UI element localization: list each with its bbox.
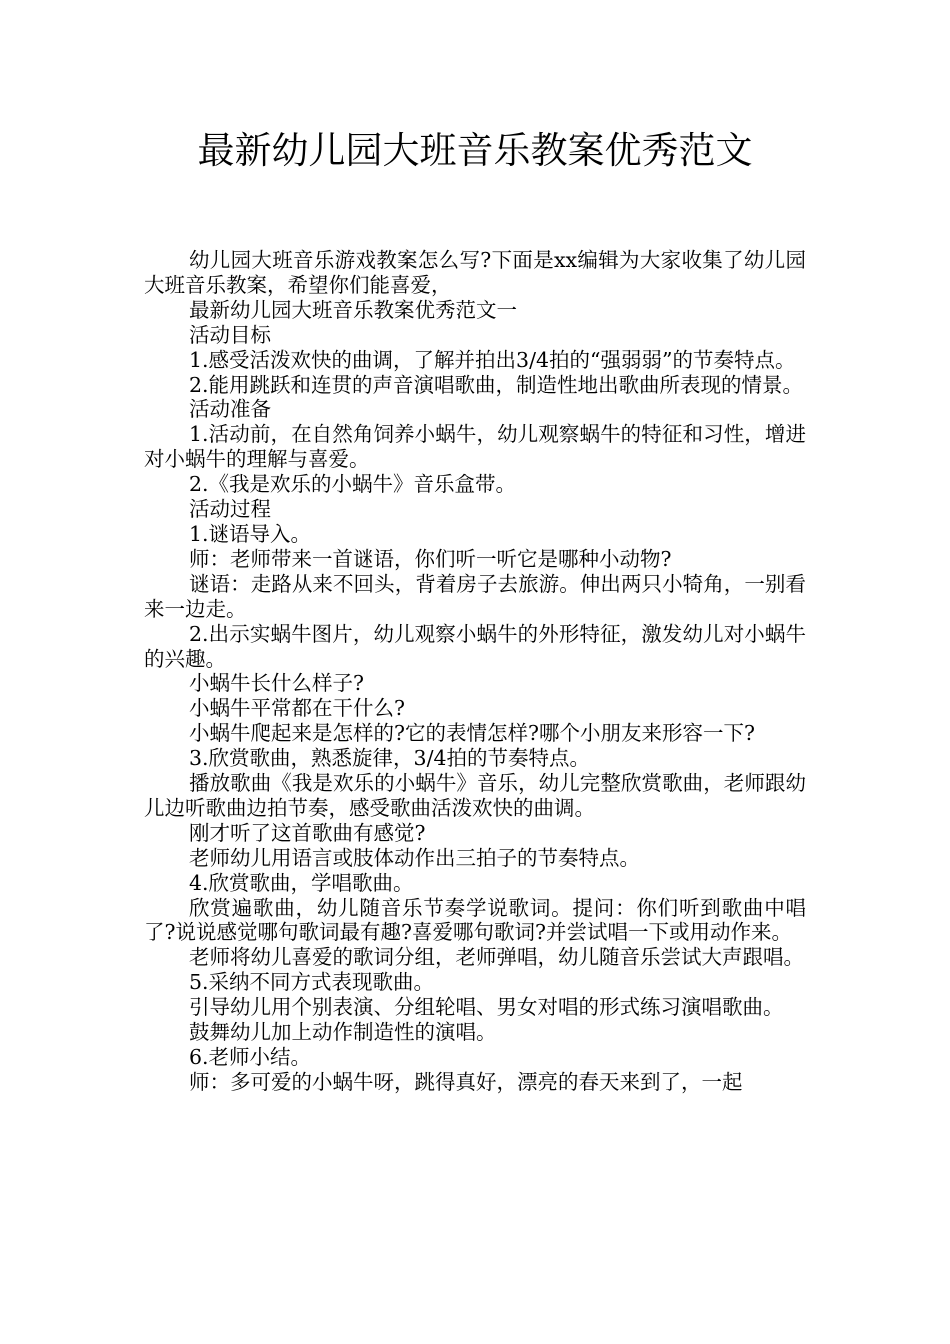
- paragraph: 师：老师带来一首谜语，你们听一听它是哪种小动物?: [189, 546, 672, 571]
- paragraph: 谜语：走路从来不回头，背着房子去旅游。伸出两只小犄角，一别看来一边走。: [144, 571, 806, 621]
- paragraph: 1.活动前，在自然角饲养小蜗牛，幼儿观察蜗牛的特征和习性，增进对小蜗牛的理解与喜爱。: [144, 422, 806, 472]
- paragraph: 欣赏遍歌曲，幼儿随音乐节奏学说歌词。提问：你们听到歌曲中唱了?说说感觉哪句歌词最有趣?喜爱哪句歌词?并尝试唱一下或用动作来。: [144, 895, 806, 945]
- paragraph: 3.欣赏歌曲，熟悉旋律，3/4拍的节奏特点。: [189, 746, 591, 771]
- document-title: 最新幼儿园大班音乐教案优秀范文: [197, 129, 753, 172]
- paragraph: 老师将幼儿喜爱的歌词分组，老师弹唱，幼儿随音乐尝试大声跟唱。: [189, 945, 804, 970]
- paragraph-heading-goals: 活动目标: [189, 322, 271, 347]
- paragraph: 6.老师小结。: [189, 1045, 312, 1069]
- paragraph: 2.出示实蜗牛图片，幼儿观察小蜗牛的外形特征，激发幼儿对小蜗牛的兴趣。: [144, 621, 806, 671]
- paragraph-heading-preparation: 活动准备: [189, 397, 271, 422]
- paragraph-intro: 幼儿园大班音乐游戏教案怎么写?下面是xx编辑为大家收集了幼儿园大班音乐教案，希望你们能喜爱，: [144, 248, 806, 297]
- paragraph: 2.《我是欢乐的小蜗牛》音乐盒带。: [189, 472, 517, 497]
- paragraph: 小蜗牛爬起来是怎样的?它的表情怎样?哪个小朋友来形容一下?: [189, 721, 755, 746]
- paragraph: 小蜗牛平常都在干什么?: [189, 696, 405, 721]
- paragraph: 师：多可爱的小蜗牛呀，跳得真好，漂亮的春天来到了，一起: [189, 1069, 743, 1094]
- paragraph: 1.感受活泼欢快的曲调，了解并拍出3/4拍的“强弱弱”的节奏特点。: [189, 347, 796, 372]
- paragraph: 引导幼儿用个别表演、分组轮唱、男女对唱的形式练习演唱歌曲。: [189, 995, 784, 1020]
- paragraph: 1.谜语导入。: [189, 521, 312, 546]
- paragraph: 鼓舞幼儿加上动作制造性的演唱。: [189, 1020, 497, 1045]
- paragraph-heading-process: 活动过程: [189, 497, 271, 522]
- paragraph: 播放歌曲《我是欢乐的小蜗牛》音乐，幼儿完整欣赏歌曲，老师跟幼儿边听歌曲边拍节奏，感受歌曲活泼欢快的曲调。: [144, 771, 806, 820]
- paragraph: 2.能用跳跃和连贯的声音演唱歌曲，制造性地出歌曲所表现的情景。: [189, 372, 804, 397]
- paragraph: 刚才听了这首歌曲有感觉?: [189, 820, 426, 845]
- paragraph: 老师幼儿用语言或肢体动作出三拍子的节奏特点。: [189, 845, 640, 870]
- document-body: [144, 248, 806, 1095]
- paragraph-section-heading: 最新幼儿园大班音乐教案优秀范文一: [189, 297, 517, 322]
- paragraph: 小蜗牛长什么样子?: [189, 671, 364, 696]
- paragraph: 5.采纳不同方式表现歌曲。: [189, 970, 435, 995]
- paragraph: 4.欣赏歌曲，学唱歌曲。: [189, 870, 414, 895]
